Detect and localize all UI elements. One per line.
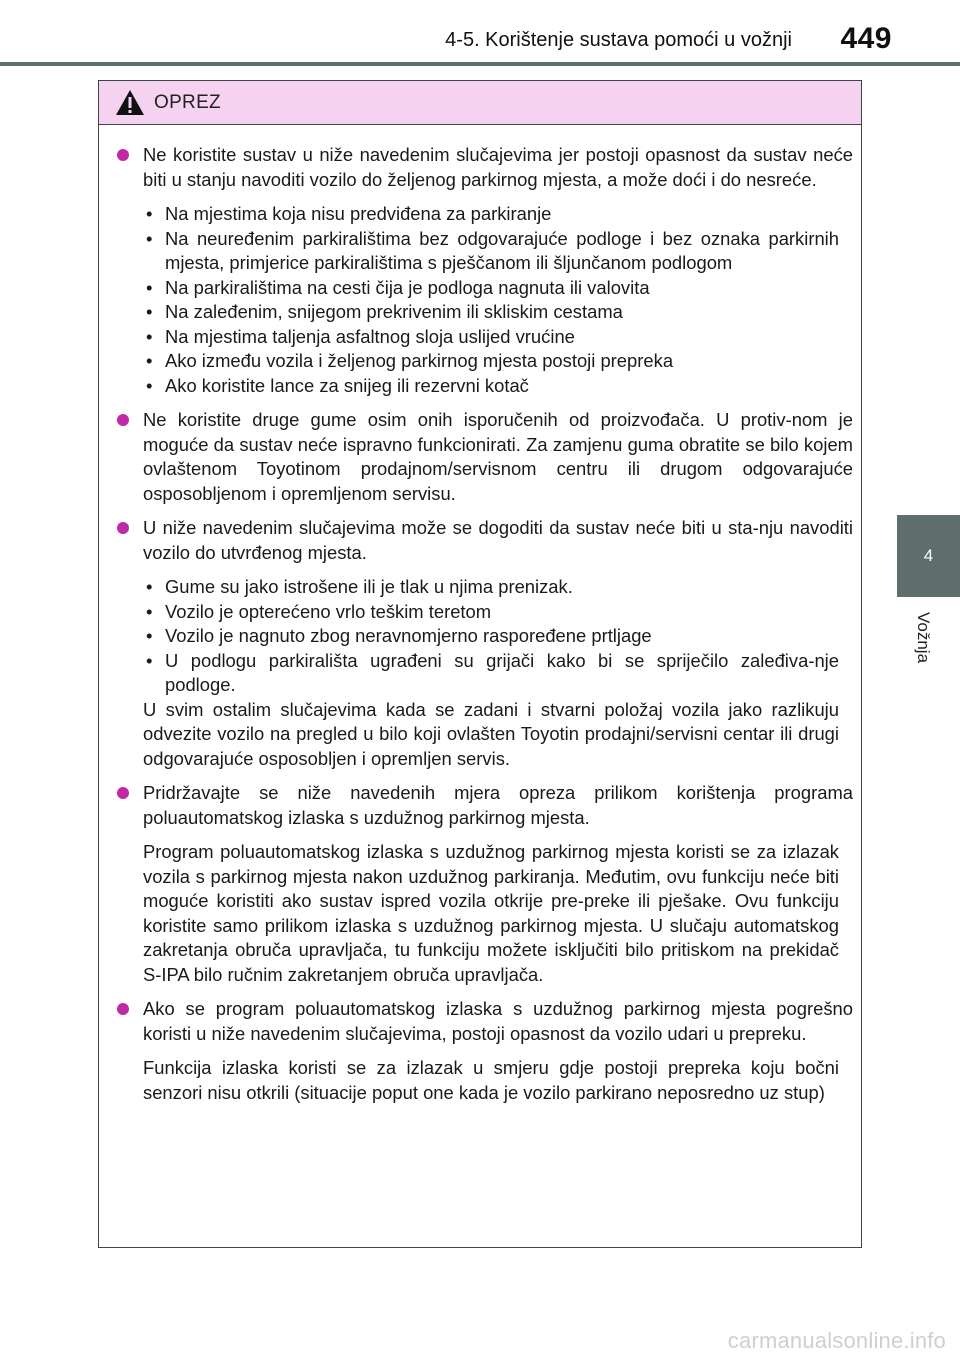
list-item-text: U podlogu parkirališta ugrađeni su grijači kako bi se spriječilo zaleđiva-nje podloge. <box>165 649 839 695</box>
list-item-text: Na mjestima koja nisu predviđena za parkiranje <box>165 203 552 224</box>
list-item: • Vozilo je opterećeno vrlo teškim teretom <box>146 600 492 622</box>
page-number: 449 <box>840 22 892 55</box>
caution-box <box>98 80 862 1248</box>
detail-paragraph: Program poluautomatskog izlaska s uzdužnog parkirnog mjesta koristi se za izlazak vozila s parkirnog mjesta nakon uzdužnog parkiranja. Međutim, ovu funkciju neće biti moguće koristiti ako sustav ispred vozila otkrije pre-preke ili pješake. Ovu funkciju koristite samo prilikom izlaska s uzdužnog parkirnog mjesta. U slučaju automatskog zakretanja obruča upravljača, tu funkciju možete isključiti bilo pritiskom na prekidač S-IPA bilo ručnim zakretanjem obruča upravljača. <box>143 841 839 985</box>
bullet-text: U niže navedenim slučajevima može se dogoditi da sustav neće biti u sta-nju navoditi vozilo do utvrđenog mjesta. <box>143 517 853 563</box>
bullet-paragraph <box>117 781 853 830</box>
caution-title: OPREZ <box>154 91 221 113</box>
bullet-dot-icon <box>117 1003 129 1015</box>
chapter-number: 4 <box>923 546 934 565</box>
list-item: • Ako koristite lance za snijeg ili rezervni kotač <box>146 374 529 396</box>
chapter-label: Vožnja <box>914 612 933 664</box>
header-rule <box>0 62 960 66</box>
list-item: • Na parkiralištima na cesti čija je podloga nagnuta ili valovita <box>146 276 650 298</box>
condition-list <box>143 202 853 398</box>
condition-list <box>143 575 853 698</box>
list-item: • U podlogu parkirališta ugrađeni su grijači kako bi se spriječilo zaleđiva-nje podloge. <box>146 649 839 695</box>
list-item-text: Ako koristite lance za snijeg ili rezervni kotač <box>165 374 529 396</box>
list-item: • Gume su jako istrošene ili je tlak u njima prenizak. <box>146 576 573 597</box>
bullet-dot-icon <box>117 787 129 799</box>
chapter-label-container <box>907 612 947 672</box>
bullet-paragraph <box>117 997 853 1046</box>
bullet-dot-icon <box>117 414 129 426</box>
bullet-paragraph <box>117 408 853 506</box>
section-title: 4-5. Korištenje sustava pomoći u vožnji <box>445 29 792 51</box>
watermark: carmanualsonline.info <box>727 1328 946 1353</box>
list-item-text: Gume su jako istrošene ili je tlak u njima prenizak. <box>165 576 573 597</box>
list-item-text: Na zaleđenim, snijegom prekrivenim ili skliskim cestama <box>165 301 623 322</box>
list-item-text: Na mjestima taljenja asfaltnog sloja uslijed vrućine <box>165 325 575 347</box>
list-item: • Na mjestima taljenja asfaltnog sloja uslijed vrućine <box>146 325 575 347</box>
bullet-text: Ne koristite sustav u niže navedenim slučajevima jer postoji opasnost da sustav neće biti u stanju navoditi vozilo do željenog parkirnog mjesta, a može doći i do nesreće. <box>143 144 853 190</box>
list-item: • Vozilo je nagnuto zbog neravnomjerno raspoređene prtljage <box>146 625 652 646</box>
bullet-dot-icon <box>117 522 129 534</box>
list-item: • Ako između vozila i željenog parkirnog mjesta postoji prepreka <box>146 350 674 371</box>
list-item-text: Ako između vozila i željenog parkirnog mjesta postoji prepreka <box>165 350 674 371</box>
bullet-text: Ako se program poluautomatskog izlaska s uzdužnog parkirnog mjesta pogrešno koristi u niže navedenim slučajevima, postoji opasnost da vozilo udari u prepreku. <box>143 998 853 1044</box>
list-item: • Na zaleđenim, snijegom prekrivenim ili skliskim cestama <box>146 301 623 322</box>
bullet-text: Pridržavajte se niže navedenih mjera opreza prilikom korištenja programa poluautomatskog izlaska s uzdužnog parkirnog mjesta. <box>143 782 853 828</box>
bullet-text: Ne koristite druge gume osim onih isporučenih od proizvođača. U protiv-nom je moguće da sustav neće ispravno funkcionirati. Za zamjenu guma obratite se bilo kojem ovlaštenom Toyotinom prodajnom/servisnom centru ili drugom odgovarajuće osposobljenom i opremljenom servisu. <box>143 409 853 504</box>
list-item-text: Vozilo je nagnuto zbog neravnomjerno raspoređene prtljage <box>165 625 652 646</box>
caution-header <box>99 81 861 125</box>
note-paragraph: U svim ostalim slučajevima kada se zadani i stvarni položaj vozila jako razlikuju odvezite vozilo na pregled u bilo koji ovlašten Toyotin prodajni/servisni centar ili drugi odgovarajuće osposobljen i opremljen servis. <box>143 698 839 769</box>
bullet-paragraph <box>117 143 853 192</box>
caution-body <box>99 125 861 1105</box>
bullet-paragraph <box>117 516 853 565</box>
list-item-text: Na parkiralištima na cesti čija je podloga nagnuta ili valovita <box>165 276 650 298</box>
detail-paragraph: Funkcija izlaska koristi se za izlazak u smjeru gdje postoji prepreka koju bočni senzori nisu otkrili (situacije poput one kada je vozilo parkirano neposredno uz stup) <box>143 1057 839 1103</box>
list-item-text: Na neuređenim parkiralištima bez odgovarajuće podloge i bez oznaka parkirnih mjesta, primjerice parkiralištima s pješčanom ili šljunčanom podlogom <box>165 227 839 273</box>
list-item: • Na neuređenim parkiralištima bez odgovarajuće podloge i bez oznaka parkirnih mjesta, primjerice parkiralištima s pješčanom ili šljunčanom podlogom <box>146 227 839 273</box>
warning-triangle-icon <box>115 89 145 116</box>
list-item: • Na mjestima koja nisu predviđena za parkiranje <box>146 203 552 224</box>
chapter-tab <box>897 515 960 597</box>
bullet-dot-icon <box>117 149 129 161</box>
list-item-text: Vozilo je opterećeno vrlo teškim teretom <box>165 600 492 622</box>
